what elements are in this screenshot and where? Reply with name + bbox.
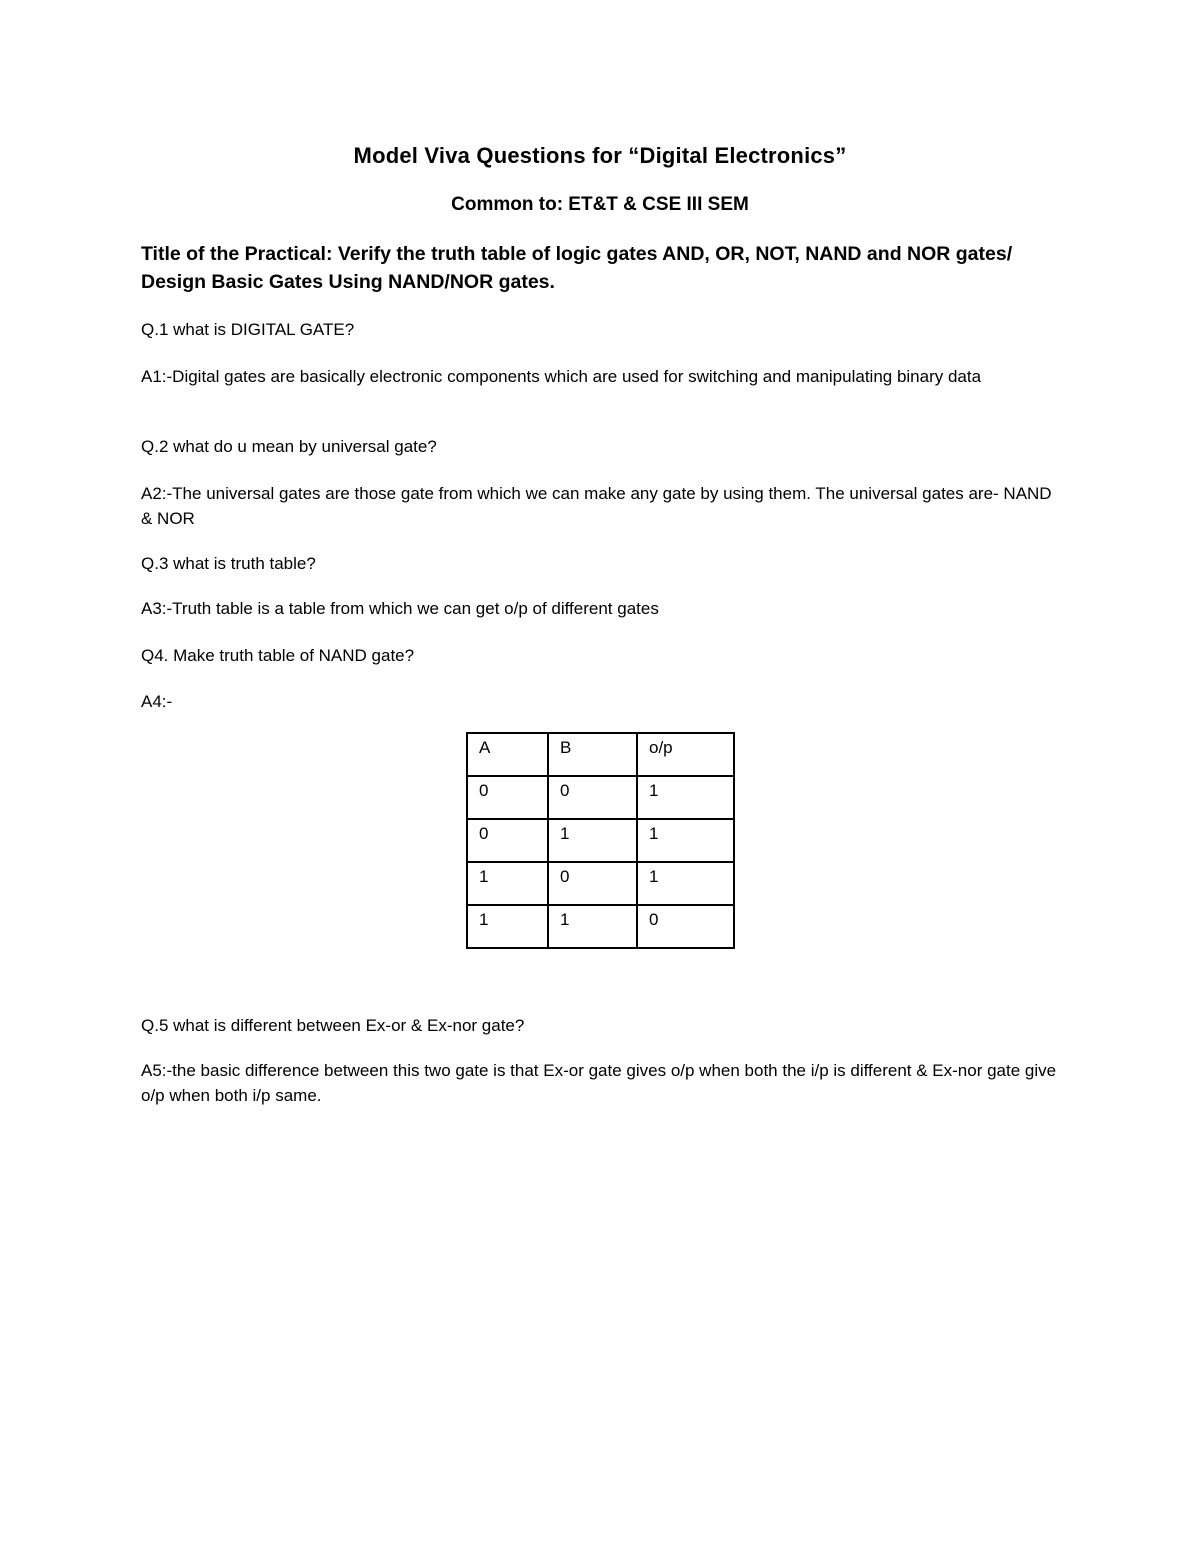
nand-truth-table xyxy=(466,732,735,949)
question-2: Q.2 what do u mean by universal gate? xyxy=(141,437,437,456)
table-header-row xyxy=(467,733,734,776)
table-cell: 0 xyxy=(467,776,548,819)
practical-title: Title of the Practical: Verify the truth table of logic gates AND, OR, NOT, NAND and NOR gates/ Design Basic Gates Using NAND/NOR gates. xyxy=(141,243,1013,293)
table-cell: 1 xyxy=(548,905,637,948)
table-cell: 1 xyxy=(637,862,734,905)
table-cell: 1 xyxy=(548,819,637,862)
question-5: Q.5 what is different between Ex-or & Ex-nor gate? xyxy=(141,1016,525,1035)
table-row xyxy=(467,905,734,948)
answer-3: A3:-Truth table is a table from which we can get o/p of different gates xyxy=(141,599,659,618)
table-header-cell: B xyxy=(548,733,637,776)
answer-1: A1:-Digital gates are basically electronic components which are used for switching and manipulating binary data xyxy=(141,367,982,386)
table-cell: 1 xyxy=(637,819,734,862)
answer-5: A5:-the basic difference between this two gate is that Ex-or gate gives o/p when both the i/p is different & Ex-nor gate give o/p when both i/p same. xyxy=(141,1061,1057,1105)
table-cell: 0 xyxy=(467,819,548,862)
document-title: Model Viva Questions for “Digital Electronics” xyxy=(353,143,847,168)
answer-4: A4:- xyxy=(141,692,173,711)
table-row xyxy=(467,819,734,862)
table-header-cell: o/p xyxy=(637,733,734,776)
question-3: Q.3 what is truth table? xyxy=(141,554,316,573)
document-subtitle: Common to: ET&T & CSE III SEM xyxy=(451,194,749,215)
question-1: Q.1 what is DIGITAL GATE? xyxy=(141,320,355,339)
table-cell: 1 xyxy=(467,862,548,905)
table-cell: 1 xyxy=(467,905,548,948)
answer-2: A2:-The universal gates are those gate from which we can make any gate by using them. The universal gates are- NAND & NOR xyxy=(141,484,1052,528)
table-row xyxy=(467,862,734,905)
table-cell: 1 xyxy=(637,776,734,819)
table-cell: 0 xyxy=(548,776,637,819)
table-cell: 0 xyxy=(548,862,637,905)
table-row xyxy=(467,776,734,819)
table-header-cell: A xyxy=(467,733,548,776)
question-4: Q4. Make truth table of NAND gate? xyxy=(141,646,415,665)
table-cell: 0 xyxy=(637,905,734,948)
